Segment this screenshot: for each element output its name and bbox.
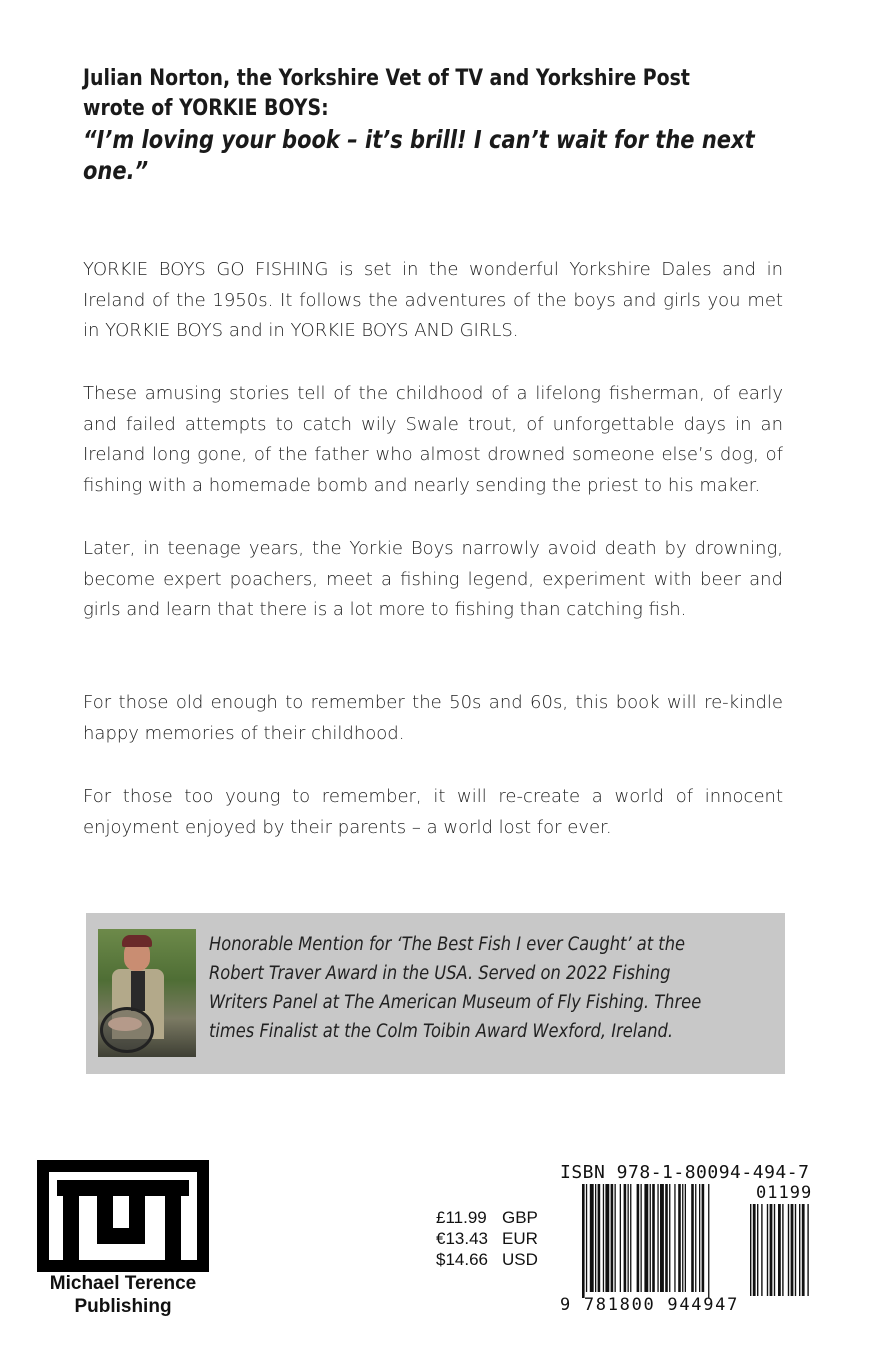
- barcode-bar: [702, 1184, 705, 1292]
- quote-attribution: [83, 64, 788, 124]
- barcode-bar: [652, 1184, 655, 1292]
- barcode-bar: [669, 1184, 670, 1292]
- price-row-gbp: [436, 1207, 538, 1228]
- barcode-bar: [586, 1184, 587, 1292]
- barcode-bar: [695, 1184, 696, 1292]
- blurb-paragraph-5: For those too young to remember, it will re-create a world of innocent enjoyment enjoyed by their parents – a world lost for ever.: [83, 786, 783, 838]
- barcode-bar: [660, 1184, 664, 1292]
- barcode-addon-bar: [774, 1204, 775, 1296]
- publisher-name: [37, 1272, 209, 1318]
- review-quote-block: [83, 64, 788, 186]
- price-amount: £11.99: [436, 1208, 487, 1227]
- quote-attribution-line1: Julian Norton, the Yorkshire Vet of TV and Yorkshire Post: [83, 66, 690, 91]
- ean-digits: 9 781800 944947: [560, 1295, 740, 1315]
- blurb-paragraph-2: These amusing stories tell of the childhood of a lifelong fisherman, of early and failed attempts to catch wily Swale trout, of unforgettable days in an Ireland long gone, of the father who almost drowned someone else’s dog, of fishing with a homemade bomb and nearly sending the priest to his maker.: [83, 383, 783, 496]
- barcode-addon-bar: [778, 1204, 781, 1296]
- blurb-paragraph-3: Later, in teenage years, the Yorkie Boys narrowly avoid death by drowning, become expert poachers, meet a fishing legend, experiment with beer and girls and learn that there is a lot more to fishing than catching fish.: [83, 538, 783, 620]
- barcode-addon-bar: [807, 1204, 808, 1296]
- barcode-bar: [682, 1184, 683, 1292]
- barcode-addon-bar: [791, 1204, 794, 1296]
- barcode-bar: [624, 1184, 627, 1292]
- barcode-bar: [630, 1184, 631, 1292]
- isbn-number: ISBN 978-1-80094-494-7: [560, 1162, 810, 1183]
- barcode-addon-bar: [788, 1204, 789, 1296]
- blurb-paragraph-4: For those old enough to remember the 50s and 60s, this book will re-kindle happy memories of their childhood.: [83, 692, 783, 744]
- barcode-addon-bar: [795, 1204, 796, 1296]
- barcode-bar: [657, 1184, 658, 1292]
- publisher-name-line2: Publishing: [74, 1296, 172, 1317]
- barcode-bars: [560, 1184, 832, 1298]
- barcode-bar: [615, 1184, 616, 1292]
- barcode-bar: [603, 1184, 604, 1292]
- barcode-bar: [708, 1184, 709, 1298]
- barcode-addon-bar: [770, 1204, 773, 1296]
- barcode-bar: [637, 1184, 640, 1292]
- price-row-usd: [436, 1249, 538, 1270]
- price-list: [436, 1207, 538, 1270]
- barcode-bar: [598, 1184, 601, 1292]
- isbn-barcode: [560, 1162, 832, 1316]
- publisher-logo-mark: [37, 1160, 209, 1272]
- barcode-bar: [650, 1184, 651, 1292]
- quote-attribution-line2: wrote of YORKIE BOYS:: [83, 96, 329, 121]
- publisher-logo: [37, 1160, 209, 1320]
- barcode-bar: [678, 1184, 681, 1292]
- barcode-bar: [685, 1184, 686, 1292]
- author-bio-box: [86, 913, 785, 1074]
- price-amount: €13.43: [436, 1229, 488, 1248]
- barcode-bar: [628, 1184, 629, 1292]
- blurb-paragraph-1: YORKIE BOYS GO FISHING is set in the wonderful Yorkshire Dales and in Ireland of the 1950s. It follows the adventures of the boys and girls you met in YORKIE BOYS and in YORKIE BOYS AND GIRLS.: [83, 259, 783, 341]
- price-row-eur: [436, 1228, 538, 1249]
- barcode-addon-bar: [802, 1204, 805, 1296]
- barcode-addon-bar: [782, 1204, 783, 1296]
- barcode-bar: [641, 1184, 642, 1292]
- barcode-bar: [605, 1184, 609, 1292]
- barcode-bar: [590, 1184, 594, 1292]
- barcode-bar: [620, 1184, 621, 1292]
- price-amount: $14.66: [436, 1250, 488, 1269]
- barcode-addon-bar: [761, 1204, 762, 1296]
- barcode-addon-bar: [799, 1204, 800, 1296]
- barcode-addon-bar: [757, 1204, 758, 1296]
- price-currency: EUR: [502, 1229, 538, 1248]
- barcode-bar: [691, 1184, 694, 1292]
- quote-text: “I’m loving your book – it’s brill! I can’t wait for the next one.”: [83, 125, 755, 185]
- barcode-addon-bar: [750, 1204, 751, 1296]
- author-bio-text: Honorable Mention for ‘The Best Fish I ever Caught’ at the Robert Traver Award in the USA. Served on 2022 Fishing Writers Panel at The American Museum of Fly Fishing. Three times Finalist at the Colm Toibin Award Wexford, Ireland.: [209, 934, 702, 1042]
- barcode-bar: [582, 1184, 585, 1298]
- barcode-bar: [699, 1184, 700, 1292]
- barcode-addon-bar: [753, 1204, 756, 1296]
- price-currency: USD: [502, 1250, 538, 1269]
- barcode-price-code: 01199: [756, 1183, 813, 1203]
- barcode-bar: [665, 1184, 668, 1292]
- barcode-bar: [674, 1184, 675, 1292]
- author-photo: [98, 929, 196, 1057]
- barcode-bar: [595, 1184, 596, 1292]
- barcode-bar: [611, 1184, 614, 1292]
- barcode-addon-bar: [767, 1204, 768, 1296]
- barcode-bar: [644, 1184, 648, 1292]
- price-currency: GBP: [502, 1208, 538, 1227]
- publisher-name-line1: Michael Terence: [49, 1273, 197, 1294]
